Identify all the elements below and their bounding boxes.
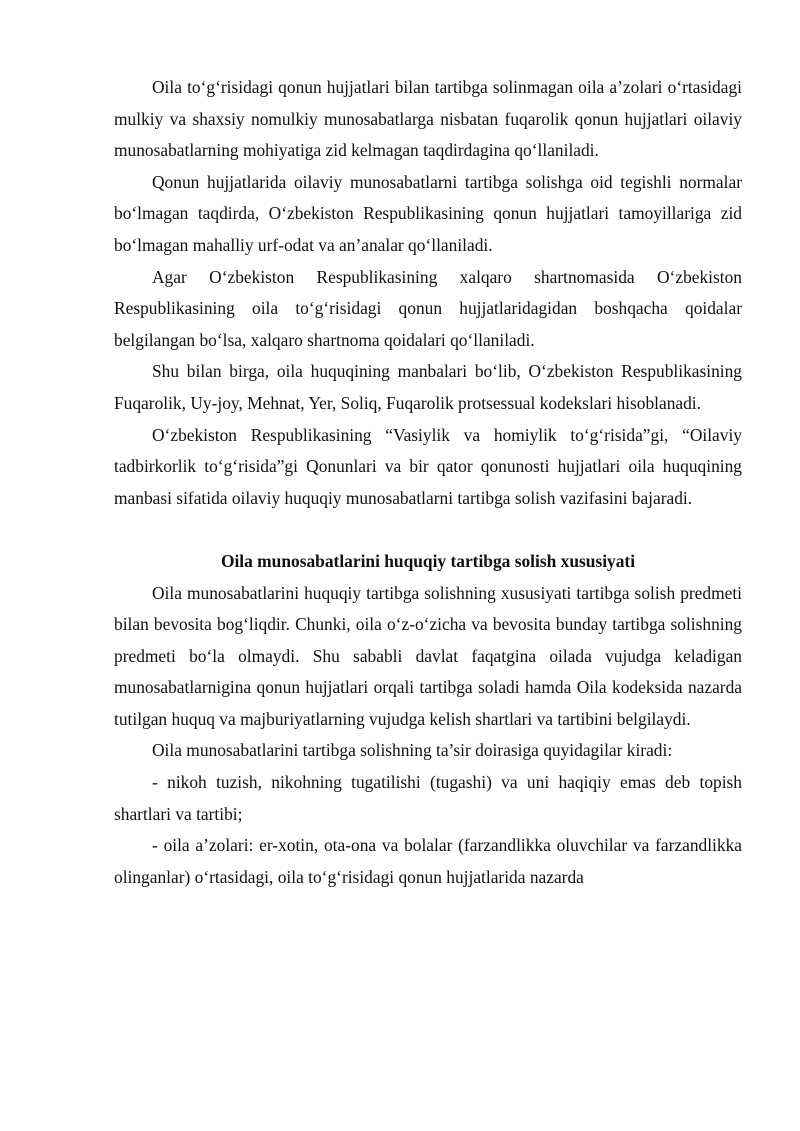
document-body xyxy=(114,72,742,893)
paragraph-scope-intro: Oila munosabatlarini tartibga solishning ta’sir doirasiga quyidagilar kiradi: xyxy=(152,740,673,761)
section-spacer xyxy=(114,514,742,546)
list-item-marriage-conditions: - nikoh tuzish, nikohning tugatilishi (tugashi) va uni haqiqiy emas deb topish shartlari va tartibi; xyxy=(114,772,742,824)
paragraph-regulation-features: Oila munosabatlarini huquqiy tartibga solishning xususiyati tartibga solish predmeti bilan bevosita bog‘liqdir. Chunki, oila o‘z-o‘zicha va bevosita bunday tartibga solishning predmeti bo‘la olmaydi. Shu sababli davlat faqatgina oilada vujudga keladigan munosabatlarnigina qonun hujjatlari orqali tartibga soladi hamda Oila kodeksida nazarda tutilgan huquq va majburiyatlarning vujudga kelish shartlari va tartibini belgilaydi. xyxy=(114,582,742,729)
list-item-family-members-relations: - oila a’zolari: er-xotin, ota-ona va bolalar (farzandlikka oluvchilar va farzandlikka olinganlar) o‘rtasidagi, oila to‘g‘risidagi qonun hujjatlarida nazarda xyxy=(114,835,742,887)
paragraph-family-law-civil-application: Oila to‘g‘risidagi qonun hujjatlari bilan tartibga solinmagan oila a’zolari o‘rtasidagi mulkiy va shaxsiy nomulkiy munosabatlarga nisbatan fuqarolik qonun hujjatlari oilaviy munosabatlarning mohiyatiga zid kelmagan taqdirdagina qo‘llaniladi. xyxy=(114,77,742,161)
paragraph-international-treaty: Agar O‘zbekiston Respublikasining xalqaro shartnomasida O‘zbekiston Respublikasining oila to‘g‘risidagi qonun hujjatlaridagidan boshqacha qoidalar belgilangan bo‘lsa, xalqaro shartnoma qoidalari qo‘llaniladi. xyxy=(114,266,742,350)
paragraph-local-customs: Qonun hujjatlarida oilaviy munosabatlarni tartibga solishga oid tegishli normalar bo‘lmagan taqdirda, O‘zbekiston Respublikasining qonun hujjatlari tamoyillariga zid bo‘lmagan mahalliy urf-odat va an’analar qo‘llaniladi. xyxy=(114,171,742,255)
section-heading: Oila munosabatlarini huquqiy tartibga solish xususiyati xyxy=(220,550,636,571)
paragraph-sources-of-family-law: Shu bilan birga, oila huquqining manbalari bo‘lib, O‘zbekiston Respublikasining Fuqarolik, Uy-joy, Mehnat, Yer, Soliq, Fuqarolik protsessual kodekslari hisoblanadi. xyxy=(114,361,742,413)
paragraph-laws-and-regulations: O‘zbekiston Respublikasining “Vasiylik va homiylik to‘g‘risida”gi, “Oilaviy tadbirkorlik to‘g‘risida”gi Qonunlari va bir qator qonunosti hujjatlari oila huquqining manbasi sifatida oilaviy huquqiy munosabatlarni tartibga solish vazifasini bajaradi. xyxy=(114,424,742,508)
